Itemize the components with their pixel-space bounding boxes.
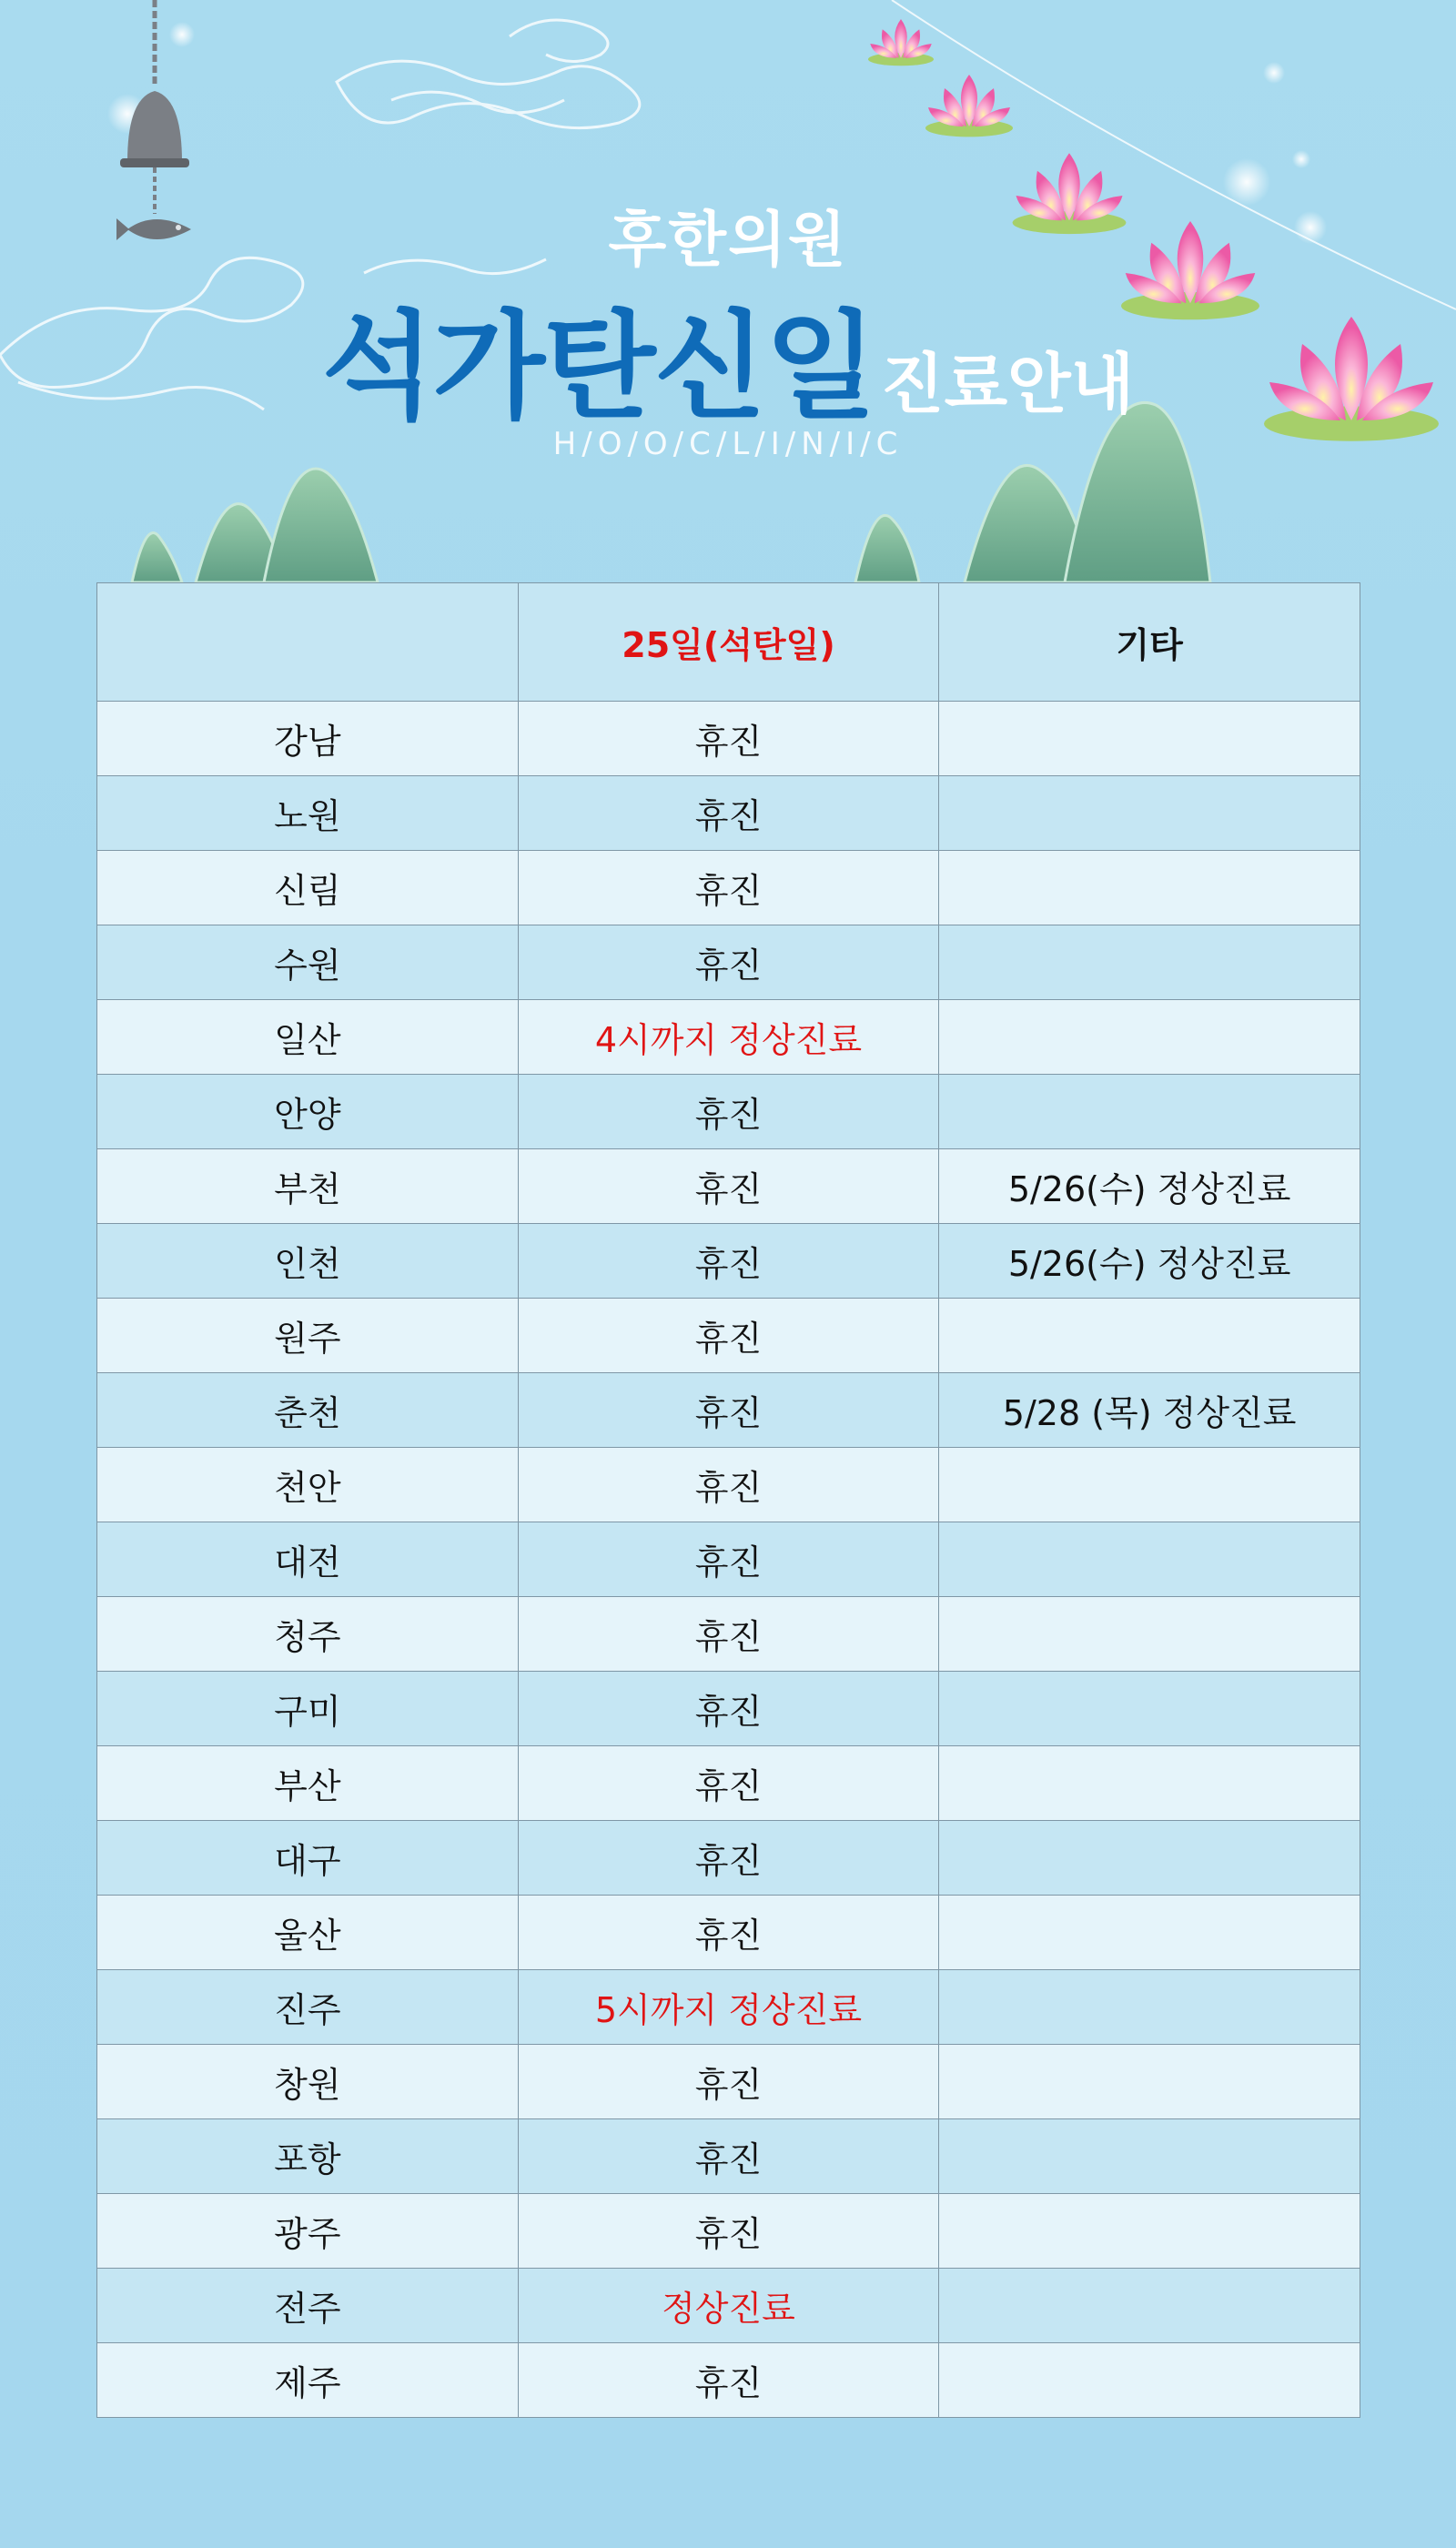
cell-etc — [939, 925, 1360, 1000]
cell-branch: 대전 — [97, 1522, 519, 1597]
cell-branch: 수원 — [97, 925, 519, 1000]
cell-branch: 구미 — [97, 1672, 519, 1746]
cell-branch: 부산 — [97, 1746, 519, 1821]
cell-day25: 5시까지 정상진료 — [518, 1970, 939, 2045]
table-body — [97, 702, 1360, 2418]
cell-day25: 휴진 — [518, 1149, 939, 1224]
cell-branch: 진주 — [97, 1970, 519, 2045]
cell-branch: 인천 — [97, 1224, 519, 1299]
table-row — [97, 1075, 1360, 1149]
cell-day25: 휴진 — [518, 702, 939, 776]
cell-branch: 창원 — [97, 2045, 519, 2119]
clinic-name: 후한의원 — [608, 205, 848, 275]
cell-etc — [939, 2045, 1360, 2119]
table-row — [97, 1746, 1360, 1821]
table-row — [97, 776, 1360, 851]
table-row — [97, 2119, 1360, 2194]
cell-etc — [939, 1299, 1360, 1373]
clinic-wordmark: H/O/O/C/L/I/N/I/C — [552, 426, 904, 462]
header — [0, 0, 1456, 582]
cell-etc — [939, 1448, 1360, 1522]
cell-branch: 전주 — [97, 2269, 519, 2343]
page-title — [0, 273, 1456, 440]
table-row — [97, 1000, 1360, 1075]
table-row — [97, 1149, 1360, 1224]
cell-day25: 휴진 — [518, 1373, 939, 1448]
cell-branch: 원주 — [97, 1299, 519, 1373]
cell-etc — [939, 2269, 1360, 2343]
cell-etc — [939, 2119, 1360, 2194]
cell-etc — [939, 1896, 1360, 1970]
column-header-25th: 25일(석탄일) — [518, 583, 939, 702]
table-row — [97, 1821, 1360, 1896]
cell-branch: 포항 — [97, 2119, 519, 2194]
table-row — [97, 1448, 1360, 1522]
cell-day25: 휴진 — [518, 1522, 939, 1597]
column-header-etc: 기타 — [939, 583, 1360, 702]
cell-etc — [939, 1000, 1360, 1075]
cell-day25: 휴진 — [518, 851, 939, 925]
cell-branch: 강남 — [97, 702, 519, 776]
cell-day25: 4시까지 정상진료 — [518, 1000, 939, 1075]
cell-branch: 춘천 — [97, 1373, 519, 1448]
cell-day25: 휴진 — [518, 1224, 939, 1299]
table-row — [97, 1522, 1360, 1597]
cell-etc — [939, 1821, 1360, 1896]
cell-day25: 휴진 — [518, 1299, 939, 1373]
cell-day25: 휴진 — [518, 1746, 939, 1821]
cell-day25: 휴진 — [518, 1075, 939, 1149]
cell-day25: 휴진 — [518, 2119, 939, 2194]
cell-day25: 휴진 — [518, 2194, 939, 2269]
cell-branch: 신림 — [97, 851, 519, 925]
cell-etc — [939, 1746, 1360, 1821]
cell-branch: 노원 — [97, 776, 519, 851]
table-row — [97, 1299, 1360, 1373]
cell-branch: 안양 — [97, 1075, 519, 1149]
table-row — [97, 1224, 1360, 1299]
table-row — [97, 1896, 1360, 1970]
cell-day25: 휴진 — [518, 1821, 939, 1896]
table-row — [97, 1373, 1360, 1448]
cell-etc — [939, 2343, 1360, 2418]
column-header-branch — [97, 583, 519, 702]
title-main: 석가탄신일 — [321, 299, 876, 435]
table-row — [97, 2045, 1360, 2119]
cell-etc: 5/26(수) 정상진료 — [939, 1224, 1360, 1299]
table-row — [97, 851, 1360, 925]
cell-day25: 정상진료 — [518, 2269, 939, 2343]
cell-day25: 휴진 — [518, 1672, 939, 1746]
cell-branch: 청주 — [97, 1597, 519, 1672]
cell-etc — [939, 1672, 1360, 1746]
table-row — [97, 2194, 1360, 2269]
cell-etc — [939, 1970, 1360, 2045]
cell-etc — [939, 1522, 1360, 1597]
cell-etc — [939, 1075, 1360, 1149]
table-row — [97, 1597, 1360, 1672]
cell-etc: 5/28 (목) 정상진료 — [939, 1373, 1360, 1448]
title-sub: 진료안내 — [881, 346, 1135, 422]
cell-etc — [939, 1597, 1360, 1672]
table-header-row — [97, 583, 1360, 702]
cell-day25: 휴진 — [518, 925, 939, 1000]
cell-etc — [939, 851, 1360, 925]
schedule-table-wrap — [96, 582, 1360, 2418]
cell-day25: 휴진 — [518, 1448, 939, 1522]
table-row — [97, 1672, 1360, 1746]
cell-branch: 천안 — [97, 1448, 519, 1522]
table-row — [97, 2269, 1360, 2343]
table-row — [97, 1970, 1360, 2045]
cell-branch: 제주 — [97, 2343, 519, 2418]
schedule-table — [96, 582, 1360, 2418]
cell-day25: 휴진 — [518, 2343, 939, 2418]
cell-etc — [939, 776, 1360, 851]
table-row — [97, 702, 1360, 776]
cell-day25: 휴진 — [518, 776, 939, 851]
cell-etc — [939, 2194, 1360, 2269]
cell-branch: 일산 — [97, 1000, 519, 1075]
cell-branch: 울산 — [97, 1896, 519, 1970]
cell-branch: 대구 — [97, 1821, 519, 1896]
cell-day25: 휴진 — [518, 1896, 939, 1970]
cell-branch: 부천 — [97, 1149, 519, 1224]
cell-etc: 5/26(수) 정상진료 — [939, 1149, 1360, 1224]
table-row — [97, 2343, 1360, 2418]
cell-day25: 휴진 — [518, 2045, 939, 2119]
cell-day25: 휴진 — [518, 1597, 939, 1672]
cell-etc — [939, 702, 1360, 776]
table-row — [97, 925, 1360, 1000]
cell-branch: 광주 — [97, 2194, 519, 2269]
